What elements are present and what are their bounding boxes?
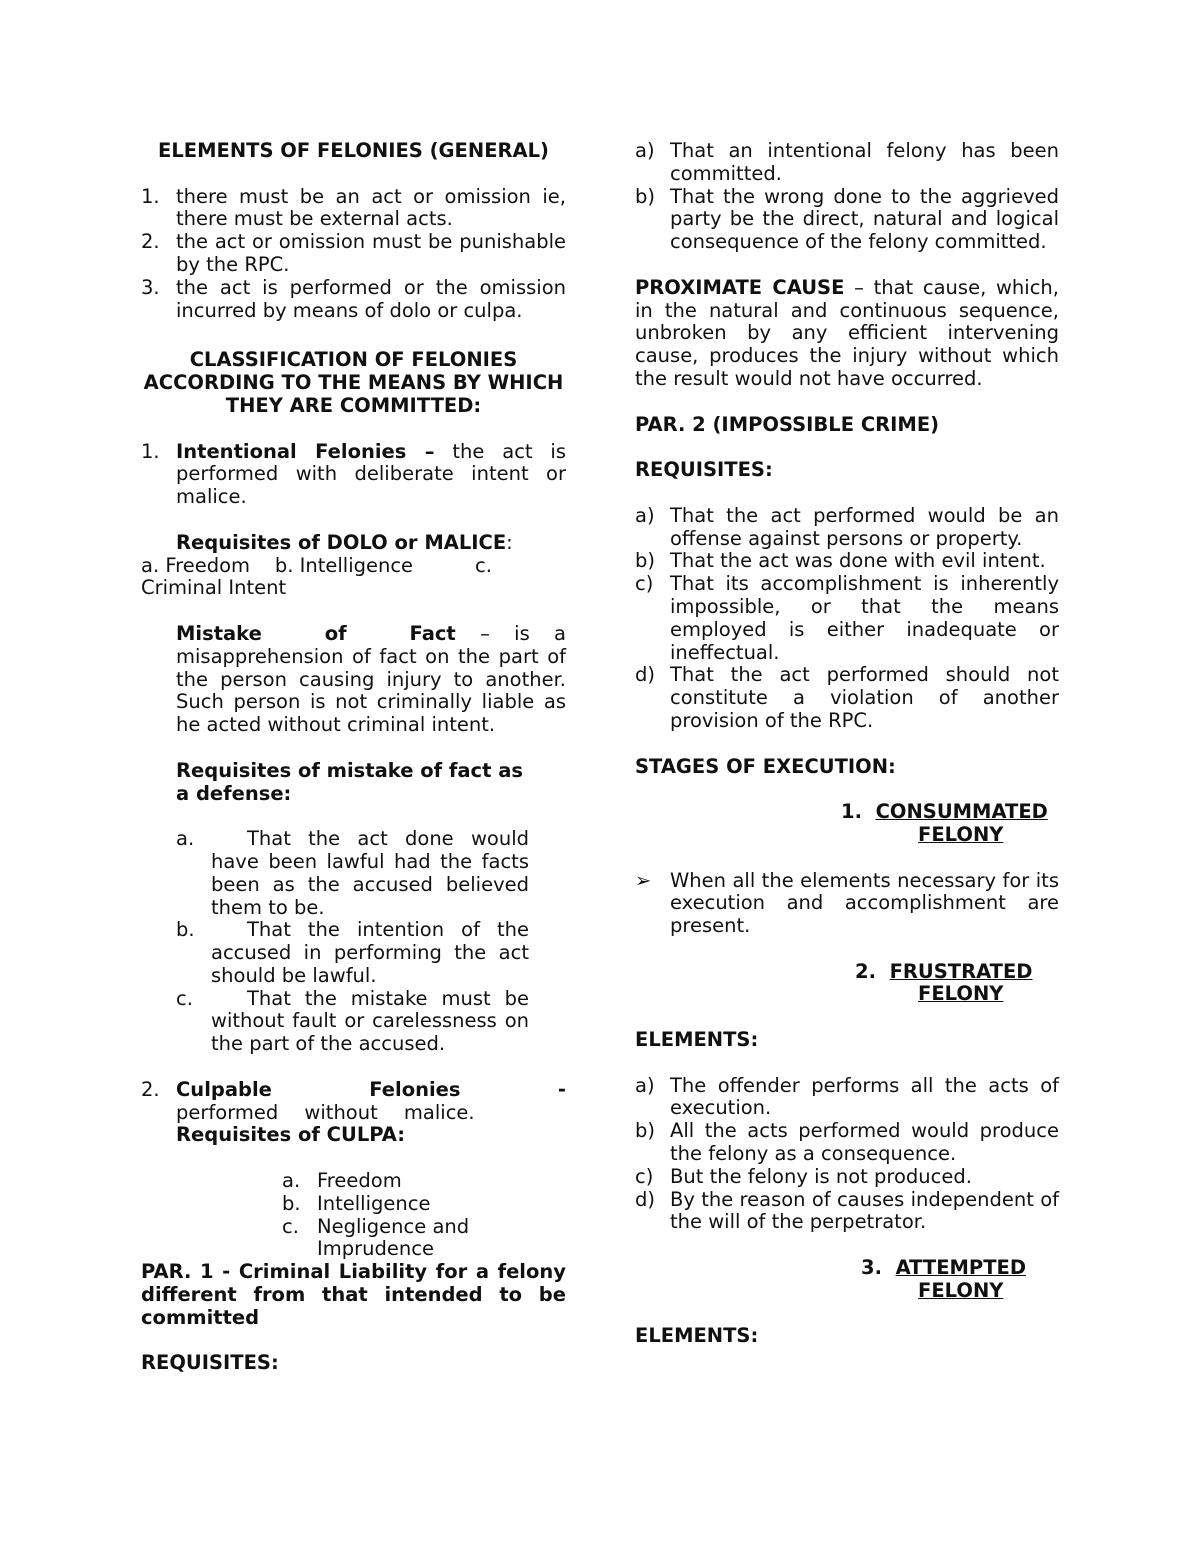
requisites-label: REQUISITES: — [635, 458, 773, 482]
list-number: 2. — [141, 1077, 160, 1101]
list-item: c. Negligence and Imprudence — [282, 1214, 470, 1261]
list-item: a) The offender performs all the acts of execution. — [635, 1073, 1059, 1120]
arrow-bullet-icon: ➢ — [635, 868, 652, 892]
mistake-requisites-label: a defense: — [176, 781, 292, 805]
mistake-requisites-list — [141, 828, 529, 1056]
term: Intentional Felonies – — [176, 439, 435, 463]
consummated-description: ➢ When all the elements necessary for its execution and accomplishment are present. — [635, 868, 1059, 938]
list-item: c) But the felony is not produced. — [635, 1164, 972, 1188]
elements-label: ELEMENTS: — [635, 1028, 759, 1052]
elements-label: ELEMENTS: — [635, 1324, 759, 1348]
list-number: 1. — [141, 184, 160, 208]
intentional-felonies-item — [141, 441, 566, 509]
elements-heading: ELEMENTS OF FELONIES (GENERAL) — [158, 139, 549, 162]
list-item: a) That an intentional felony has been committed. — [635, 139, 1059, 185]
list-number: 1. — [141, 439, 160, 463]
par2-heading: PAR. 2 (IMPOSSIBLE CRIME) — [635, 412, 940, 436]
list-item: d) That the act performed should not constitute a violation of another provision of the RPC. — [635, 663, 1059, 732]
culpable-felonies-item: 2. Culpable Felonies - performed without malice. — [141, 1077, 566, 1124]
classification-heading-line: ACCORDING TO THE MEANS BY WHICH — [143, 371, 564, 395]
list-item: b) That the wrong done to the aggrieved party be the direct, natural and logical consequence of the felony committed. — [635, 184, 1059, 254]
classification-heading-line: CLASSIFICATION OF FELONIES — [189, 348, 518, 372]
dolo-requisites-line: a. Freedom b. Intelligence c. — [141, 553, 492, 577]
list-letter: c. — [176, 986, 193, 1010]
list-item: a. Freedom — [282, 1169, 402, 1193]
mistake-of-fact-paragraph: Mistake of Fact – is a misapprehension of fact on the part of the person causing injury to another. Such person is not criminally liable as he acted without criminal intent. — [176, 621, 566, 737]
list-item: d) By the reason of causes independent of the will of the perpetrator. — [635, 1187, 1059, 1234]
stage-attempted-heading: 3. ATTEMPTED FELONY — [861, 1256, 1027, 1302]
requisites-label: REQUISITES: — [141, 1351, 279, 1375]
list-item — [141, 277, 566, 323]
left-column — [141, 140, 566, 1375]
list-item: b. That the intention of the accused in performing the act should be lawful. — [176, 918, 529, 987]
stages-heading: STAGES OF EXECUTION: — [635, 754, 896, 778]
list-item: c. That the mistake must be without fault or carelessness on the part of the accused. — [176, 986, 529, 1056]
stage-frustrated-heading: 2. FRUSTRATED FELONY — [855, 959, 1033, 1006]
list-item: b) That the act was done with evil intent. — [635, 549, 1046, 573]
mistake-requisites-label: Requisites of mistake of fact as — [176, 758, 523, 782]
par1-heading: PAR. 1 - Criminal Liability for a felony different from that intended to be committed — [141, 1260, 566, 1329]
proximate-cause-paragraph: PROXIMATE CAUSE – that cause, which, in the natural and continuous sequence, unbroken by any efficient intervening cause, produces the injury without which the result would not have occurred. — [635, 275, 1059, 390]
culpa-requisites-label: Requisites of CULPA: — [176, 1123, 405, 1147]
list-text: there must be an act or omission ie, there must be external acts. — [176, 184, 566, 231]
dolo-requisites-label: Requisites of DOLO or MALICE: — [176, 530, 513, 554]
list-item: b. Intelligence — [282, 1191, 431, 1215]
list-letter: a. — [176, 827, 195, 851]
list-letter: b. — [176, 918, 195, 942]
list-number: 3. — [141, 275, 160, 299]
list-item — [141, 231, 566, 277]
list-item: a) That the act performed would be an offense against persons or property. — [635, 503, 1059, 550]
right-column — [635, 140, 1059, 1348]
list-item: b) All the acts performed would produce the felony as a consequence. — [635, 1119, 1059, 1166]
list-text: the act or omission must be punishable by the RPC. — [176, 230, 566, 276]
list-item: c) That its accomplishment is inherently impossible, or that the means employed is either inadequate or ineffectual. — [635, 572, 1059, 664]
list-number: 2. — [141, 230, 160, 254]
dolo-requisites-line: Criminal Intent — [141, 576, 287, 600]
term: Culpable Felonies - — [176, 1077, 566, 1101]
list-text: the act is performed or the omission incurred by means of dolo or culpa. — [176, 275, 566, 322]
list-item — [141, 186, 566, 232]
list-text: the act is performed with deliberate intent or malice. — [176, 439, 566, 509]
list-item: a. That the act done would have been lawful had the facts been as the accused believed them to be. — [176, 827, 529, 919]
classification-heading-line: THEY ARE COMMITTED: — [225, 393, 482, 417]
stage-consummated-heading: 1. CONSUMMATED FELONY — [841, 800, 1048, 846]
